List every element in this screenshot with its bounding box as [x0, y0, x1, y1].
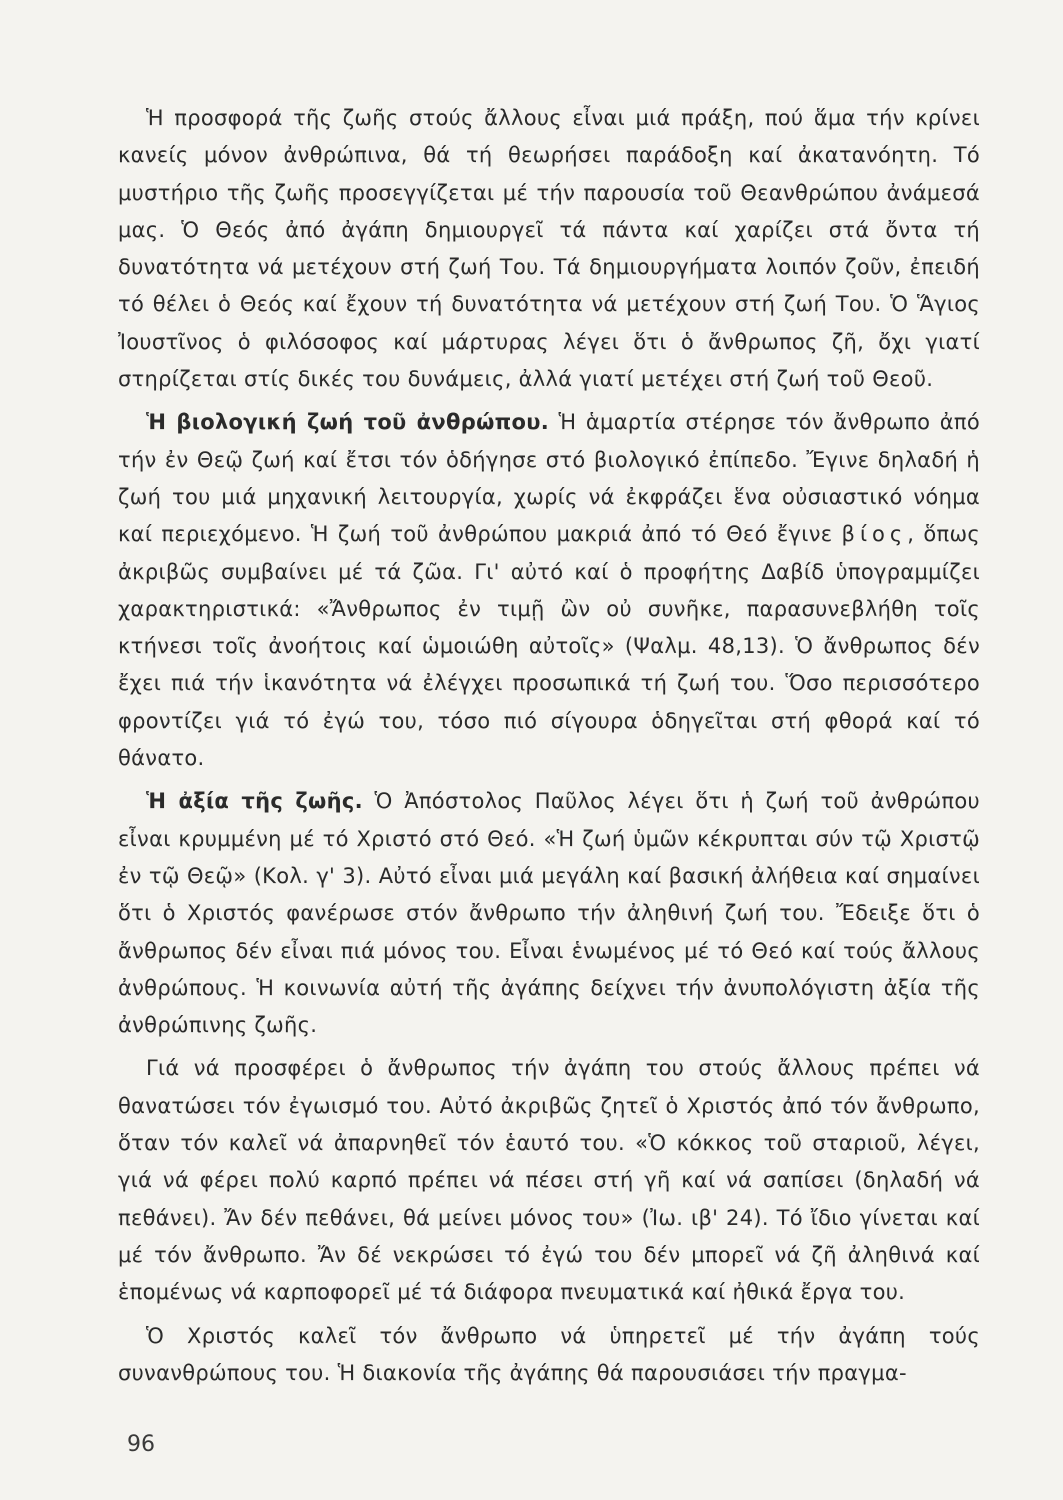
- paragraph-intro-text: Ἡ προσφορά τῆς ζωῆς στούς ἄλλους εἶναι μιά πράξη, πού ἅμα τήν κρίνει κανείς μόνον ἀνθρώπινα, θά τή θεωρήσει παράδοξη καί ἀκατανόητη. Τό μυστήριο τῆς ζωῆς προσεγγίζεται μέ τήν παρουσία τοῦ Θεανθρώπου ἀνάμεσά μας. Ὁ Θεός ἀπό ἀγάπη δημιουργεῖ τά πάντα καί χαρίζει στά ὄντα τή δυνατότητα νά μετέχουν στή ζωή Του. Τά δημιουργήματα λοιπόν ζοῦν, ἐπειδή τό θέλει ὁ Θεός καί ἔχουν τή δυνατότητα νά μετέχουν στή ζωή Του. Ὁ Ἅγιος Ἰουστῖνος ὁ φιλόσοφος καί μάρτυρας λέγει ὅτι ὁ ἄνθρωπος ζῆ, ὄχι γιατί στηρίζεται στίς δικές του δυνάμεις, ἀλλά γιατί μετέχει στή ζωή τοῦ Θεοῦ.: [118, 106, 980, 392]
- paragraph-intro: [118, 100, 980, 398]
- paragraph-biological-life-text-2: , ὅπως ἀκριβῶς συμβαίνει μέ τά ζῶα. Γι' αὐτό καί ὁ προφήτης Δαβίδ ὑπογραμμίζει χαρακτηριστικά: «Ἄνθρωπος ἐν τιμῇ ὢν οὐ συνῆκε, παρασυνεβλήθη τοῖς κτήνεσι τοῖς ἀνοήτοις καί ὡμοιώθη αὐτοῖς» (Ψαλμ. 48,13). Ὁ ἄνθρωπος δέν ἔχει πιά τήν ἱκανότητα νά ἐλέγχει προσωπικά τή ζωή του. Ὅσο περισσότερο φροντίζει γιά τό ἐγώ του, τόσο πιό σίγουρα ὁδηγεῖται στή φθορά καί τό θάνατο.: [118, 522, 980, 771]
- section-heading-value-of-life: Ἡ ἀξία τῆς ζωῆς.: [146, 789, 363, 814]
- paragraph-self-denial-text: Γιά νά προσφέρει ὁ ἄνθρωπος τήν ἀγάπη του στούς ἄλλους πρέπει νά θανατώσει τόν ἐγωισμό του. Αὐτό ἀκριβῶς ζητεῖ ὁ Χριστός ἀπό τόν ἄνθρωπο, ὅταν τόν καλεῖ νά ἀπαρνηθεῖ τόν ἑαυτό του. «Ὁ κόκκος τοῦ σταριοῦ, λέγει, γιά νά φέρει πολύ καρπό πρέπει νά πέσει στή γῆ καί νά σαπίσει (δηλαδή νά πεθάνει). Ἄν δέν πεθάνει, θά μείνει μόνος του» (Ἰω. ιβ' 24). Τό ἴδιο γίνεται καί μέ τόν ἄνθρωπο. Ἄν δέ νεκρώσει τό ἐγώ του δέν μπορεῖ νά ζῆ ἀληθινά καί ἑπομένως νά καρποφορεῖ μέ τά διάφορα πνευματικά καί ἠθικά ἔργα του.: [118, 1056, 980, 1305]
- paragraph-value-of-life: [118, 783, 980, 1044]
- text-column: [118, 100, 980, 1392]
- paragraph-biological-life: [118, 404, 980, 777]
- paragraph-service-text: Ὁ Χριστός καλεῖ τόν ἄνθρωπο νά ὑπηρετεῖ μέ τήν ἀγάπη τούς συνανθρώπους του. Ἡ διακονία τῆς ἀγάπης θά παρουσιάσει τήν πραγμα-: [118, 1323, 980, 1385]
- spaced-word-bios: βίος: [841, 522, 908, 547]
- paragraph-biological-life-text-1: Ἡ ἁμαρτία στέρησε τόν ἄνθρωπο ἀπό τήν ἐν Θεῷ ζωή καί ἔτσι τόν ὁδήγησε στό βιολογικό ἐπίπεδο. Ἔγινε δηλαδή ἡ ζωή του μιά μηχανική λειτουργία, χωρίς νά ἐκφράζει ἕνα οὐσιαστικό νόημα καί περιεχόμενο. Ἡ ζωή τοῦ ἀνθρώπου μακριά ἀπό τό Θεό ἔγινε: [118, 410, 980, 547]
- paragraph-service: [118, 1318, 980, 1393]
- paragraph-value-of-life-text: Ὁ Ἀπόστολος Παῦλος λέγει ὅτι ἡ ζωή τοῦ ἀνθρώπου εἶναι κρυμμένη μέ τό Χριστό στό Θεό. «Ἡ ζωή ὑμῶν κέκρυπται σύν τῷ Χριστῷ ἐν τῷ Θεῷ» (Κολ. γ' 3). Αὐτό εἶναι μιά μεγάλη καί βασική ἀλήθεια καί σημαίνει ὅτι ὁ Χριστός φανέρωσε στόν ἄνθρωπο τήν ἀληθινή ζωή του. Ἔδειξε ὅτι ὁ ἄνθρωπος δέν εἶναι πιά μόνος του. Εἶναι ἑνωμένος μέ τό Θεό καί τούς ἄλλους ἀνθρώπους. Ἡ κοινωνία αὐτή τῆς ἀγάπης δείχνει τήν ἀνυπολόγιστη ἀξία τῆς ἀνθρώπινης ζωῆς.: [118, 789, 980, 1038]
- paragraph-self-denial: [118, 1050, 980, 1311]
- section-heading-biological-life: Ἡ βιολογική ζωή τοῦ ἀνθρώπου.: [146, 410, 550, 435]
- page-number: 96: [127, 1432, 155, 1457]
